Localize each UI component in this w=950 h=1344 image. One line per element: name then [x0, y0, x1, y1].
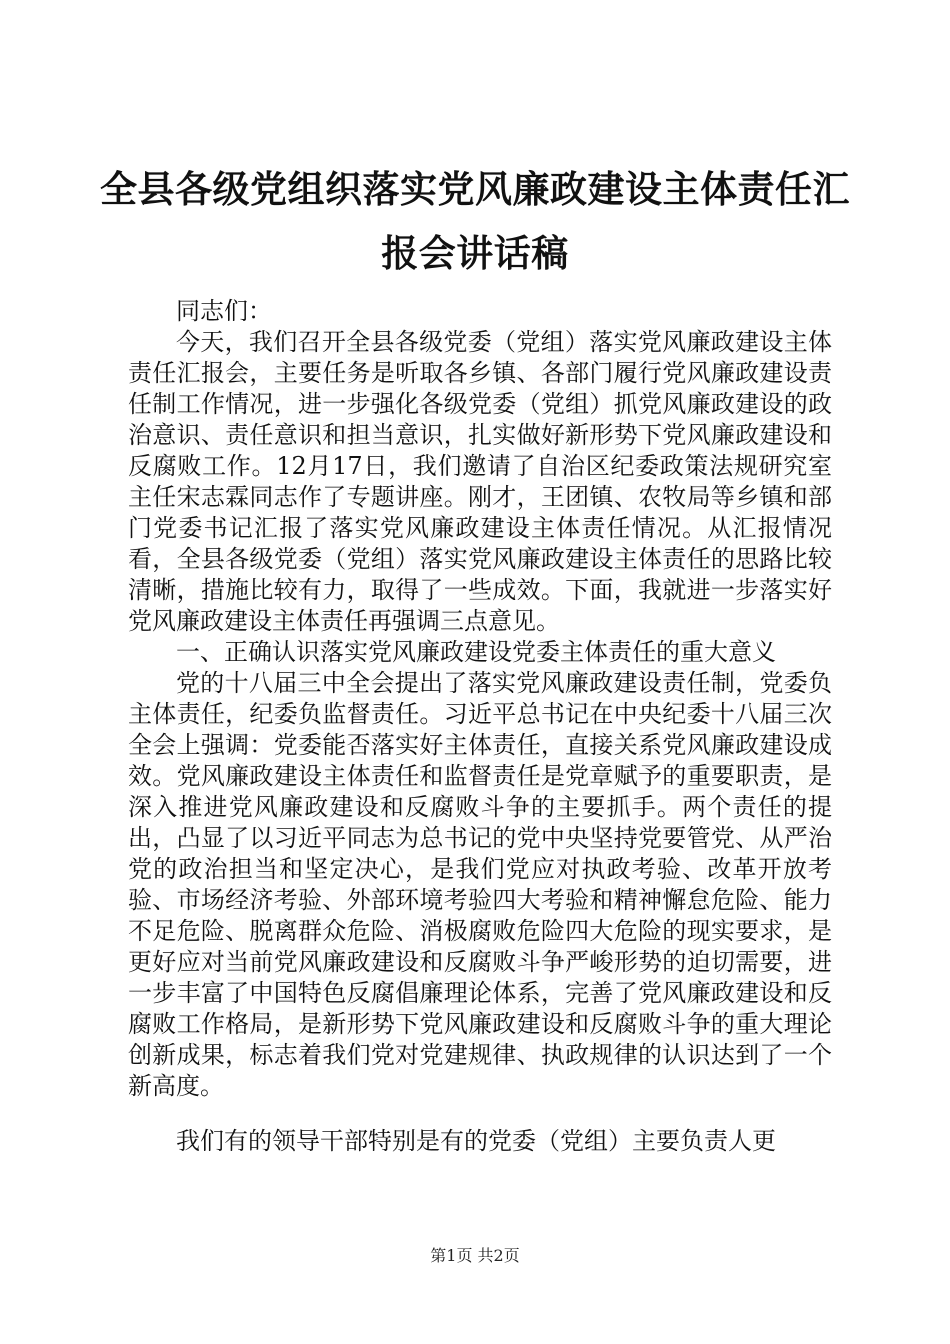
- paragraph-significance: 党的十八届三中全会提出了落实党风廉政建设责任制，党委负主体责任，纪委负监督责任。习近平总书记在中央纪委十八届三次全会上强调：党委能否落实好主体责任，直接关系党风廉政建设成效。党风廉政建设主体责任和监督责任是党章赋予的重要职责，是深入推进党风廉政建设和反腐败斗争的主要抓手。两个责任的提出，凸显了以习近平同志为总书记的党中央坚持党要管党、从严治党的政治担当和坚定决心，是我们党应对执政考验、改革开放考验、市场经济考验、外部环境考验四大考验和精神懈怠危险、能力不足危险、脱离群众危险、消极腐败危险四大危险的现实要求，是更好应对当前党风廉政建设和反腐败斗争严峻形势的迫切需要，进一步丰富了中国特色反腐倡廉理论体系，完善了党风廉政建设和反腐败工作格局，是新形势下党风廉政建设和反腐败斗争的重大理论创新成果，标志着我们党对党建规律、执政规律的认识达到了一个新高度。: [128, 669, 832, 1100]
- document-body: [128, 296, 832, 1157]
- document-title: 全县各级党组织落实党风廉政建设主体责任汇报会讲话稿: [100, 168, 850, 275]
- paragraph-intro: 今天，我们召开全县各级党委（党组）落实党风廉政建设主体责任汇报会，主要任务是听取各乡镇、各部门履行党风廉政建设责任制工作情况，进一步强化各级党委（党组）抓党风廉政建设的政治意识、责任意识和担当意识，扎实做好新形势下党风廉政建设和反腐败工作。12月17日，我们邀请了自治区纪委政策法规研究室主任宋志霖同志作了专题讲座。刚才，王团镇、农牧局等乡镇和部门党委书记汇报了落实党风廉政建设主体责任情况。从汇报情况看，全县各级党委（党组）落实党风廉政建设主体责任的思路比较清晰，措施比较有力，取得了一些成效。下面，我就进一步落实好党风廉政建设主体责任再强调三点意见。: [128, 328, 832, 635]
- page-number: 第1页 共2页: [430, 1246, 520, 1265]
- paragraph-continued: 我们有的领导干部特别是有的党委（党组）主要负责人更: [176, 1127, 776, 1155]
- section-heading: 一、正确认识落实党风廉政建设党委主体责任的重大意义: [176, 638, 776, 666]
- salutation: 同志们：: [176, 297, 272, 325]
